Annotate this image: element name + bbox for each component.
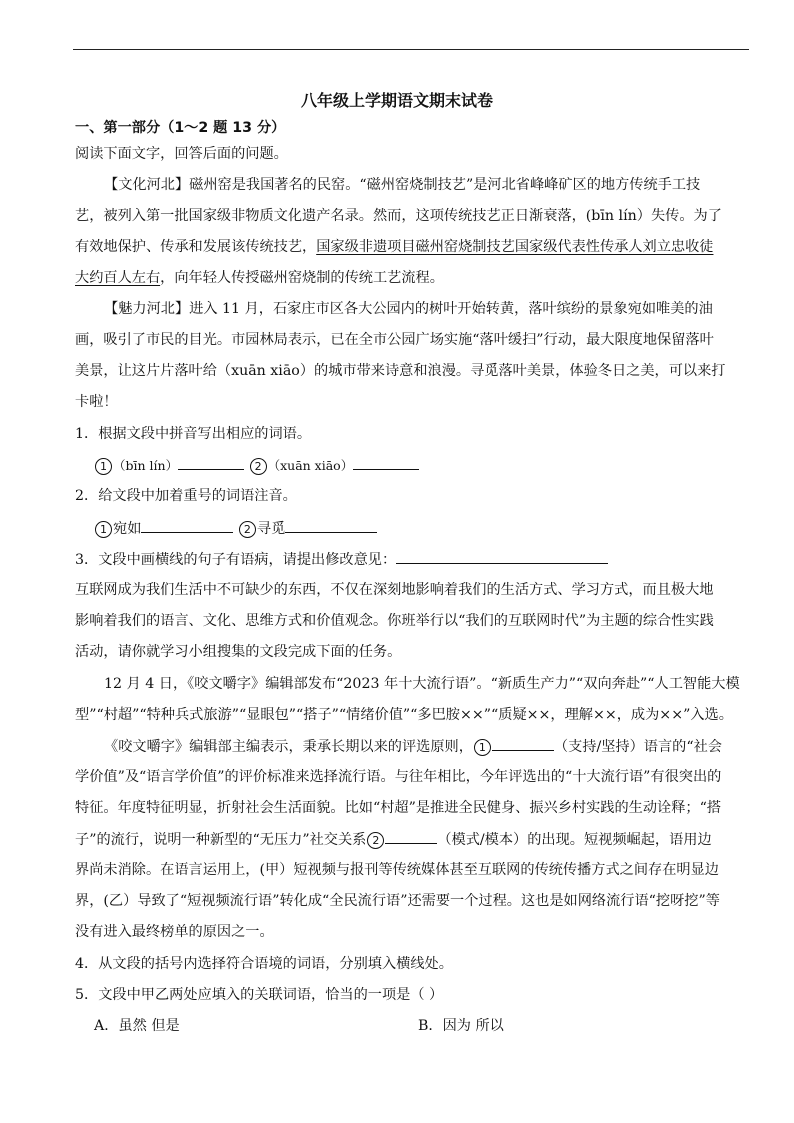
answer-blank[interactable] — [396, 549, 608, 564]
answer-blank[interactable] — [141, 518, 233, 533]
question-3-stem: 3．文段中画横线的句子有语病，请提出修改意见： — [75, 549, 608, 570]
answer-blank[interactable] — [492, 736, 554, 751]
passage-2-line-4: 卡啦！ — [75, 394, 118, 410]
underlined-sentence: 国家级非遗项目磁州窑烧制技艺国家级代表性传承人刘立忠收徒 — [316, 239, 714, 255]
passage-1-line-2: 艺，被列入第一批国家级非物质文化遗产名录。然而，这项传统技艺正日渐衰落，(bīn lín）失传。为了 — [75, 208, 722, 224]
circled-number: 1 — [95, 458, 112, 475]
answer-blank[interactable] — [285, 518, 377, 533]
passage-4-line-5: 界尚未消除。在语言运用上，(甲）短视频与报刊等传统媒体甚至互联网的传统传播方式之间存在明显边 — [75, 862, 719, 878]
passage-4-line-4: 子”的流行，说明一种新型的“无压力”社交关系 2 （模式/模本）的出现。短视频崛起，语用边 — [75, 829, 712, 850]
passage-4-line-7: 没有进入最终榜单的原因之一。 — [75, 924, 274, 940]
option-b[interactable]: B．因为 所以 — [418, 1018, 504, 1034]
question-5-stem: 5．文段中甲乙两处应填入的关联词语，恰当的一项是（ ） — [75, 987, 444, 1003]
passage-4-line-6: 界，(乙）导致了“短视频流行语”转化成“全民流行语”还需要一个过程。这也是如网络流行语“挖呀挖”等 — [75, 893, 720, 909]
passage-1-line-1: 【文化河北】磁州窑是我国著名的民窑。“磁州窑烧制技艺”是河北省峰峰矿区的地方传统手工技 — [104, 177, 701, 193]
question-1-answers: 1 （bīn lín） 2 （xuān xiāo） — [94, 455, 419, 476]
passage-4-line-2: 学价值”及“语言学价值”的评价标准来选择流行语。与往年相比，今年评选出的“十大流行语”有很突出的 — [75, 769, 722, 785]
section-2-intro-line-1: 互联网成为我们生活中不可缺少的东西，不仅在深刻地影响着我们的生活方式、学习方式，而且极大地 — [75, 582, 714, 598]
section-heading: 一、第一部分（1～2 题 13 分） — [75, 120, 286, 136]
passage-4-line-3: 特征。年度特征明显，折射社会生活面貌。比如“村超”是推进全民健身、振兴乡村实践的生动诠释；“搭 — [75, 800, 722, 816]
question-1-stem: 1．根据文段中拼音写出相应的词语。 — [75, 426, 312, 442]
answer-blank[interactable] — [385, 829, 437, 844]
page-title: 八年级上学期语文期末试卷 — [300, 91, 493, 110]
passage-3-line-2: 型”“村超”“特种兵式旅游”“显眼包”“搭子”“情绪价值”“多巴胺××”“质疑××，理解××，成为××”入选。 — [75, 707, 733, 723]
option-a[interactable]: A．虽然 但是 — [94, 1018, 180, 1034]
underlined-sentence-end: 大约百人左右 — [75, 270, 161, 286]
reading-instruction: 阅读下面文字，回答后面的问题。 — [75, 146, 288, 162]
answer-blank[interactable] — [178, 455, 244, 470]
question-2-answers: 1 宛如 2 寻觅 — [94, 518, 377, 539]
passage-1-line-3: 有效地保护、传承和发展该传统技艺，国家级非遗项目磁州窑烧制技艺国家级代表性传承人刘立忠收徒 — [75, 239, 714, 255]
passage-2-line-1: 【魅力河北】进入 11 月，石家庄市区各大公园内的树叶开始转黄，落叶缤纷的景象宛如唯美的油 — [104, 301, 713, 317]
passage-2-line-3: 美景，让这片片落叶给（xuān xiāo）的城市带来诗意和浪漫。寻觅落叶美景，体验冬日之美，可以来打 — [75, 363, 726, 379]
header-rule — [73, 49, 749, 50]
circled-number: 1 — [95, 521, 112, 538]
circled-number: 2 — [239, 521, 256, 538]
circled-number: 2 — [250, 458, 267, 475]
section-2-intro-line-3: 活动，请你就学习小组搜集的文段完成下面的任务。 — [75, 644, 402, 660]
passage-2-line-2: 画，吸引了市民的目光。市园林局表示，已在全市公园广场实施“落叶缓扫”行动，最大限度地保留落叶 — [75, 332, 714, 348]
question-4-stem: 4．从文段的括号内选择符合语境的词语，分别填入横线处。 — [75, 956, 453, 972]
circled-number: 1 — [474, 739, 491, 756]
passage-1-line-4: 大约百人左右，向年轻人传授磁州窑烧制的传统工艺流程。 — [75, 270, 444, 286]
answer-blank[interactable] — [353, 455, 419, 470]
question-2-stem: 2．给文段中加着重号的词语注音。 — [75, 488, 297, 504]
circled-number: 2 — [367, 832, 384, 849]
passage-3-line-1: 12 月 4 日，《咬文嚼字》编辑部发布“2023 年十大流行语”。“新质生产力”“双向奔赴”“人工智能大模 — [104, 676, 740, 692]
section-2-intro-line-2: 影响着我们的语言、文化、思维方式和价值观念。你班举行以“我们的互联网时代”为主题的综合性实践 — [75, 613, 714, 629]
passage-4-line-1: 《咬文嚼字》编辑部主编表示，秉承长期以来的评选原则， 1 （支持/坚持）语言的“社会 — [104, 736, 722, 757]
